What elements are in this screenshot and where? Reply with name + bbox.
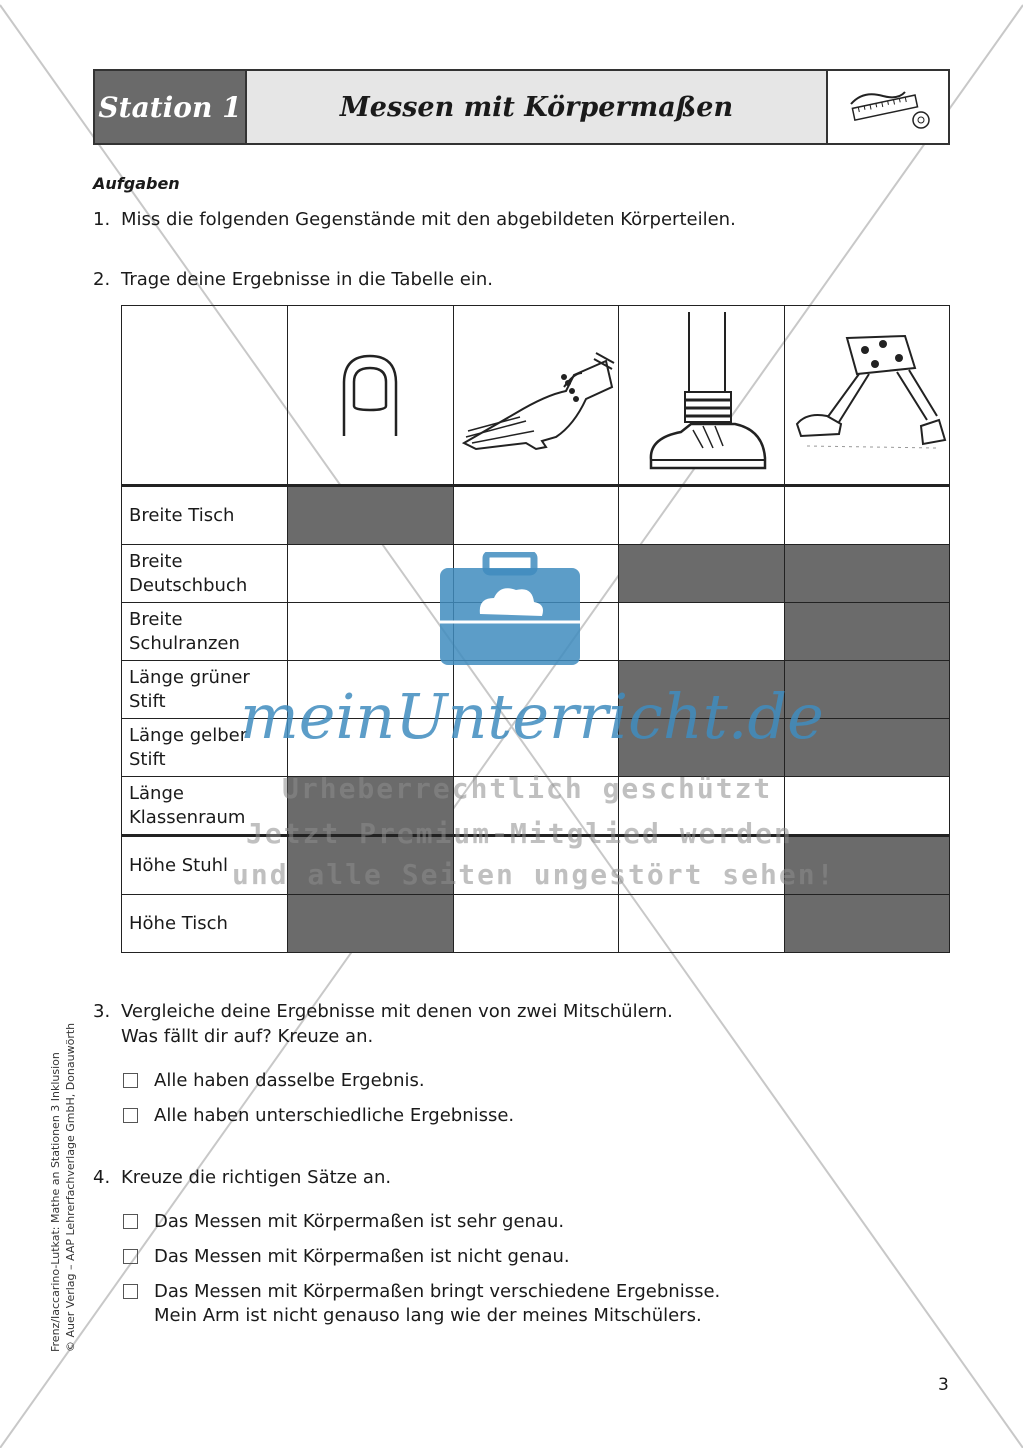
shaded-cell [288,486,454,545]
hand-span-icon [453,306,619,486]
shaded-cell [784,895,950,953]
task-text: Trage deine Ergebnisse in die Tabelle ein. [121,269,493,290]
shaded-cell [288,895,454,953]
entry-cell[interactable] [619,603,785,661]
row-label [122,603,288,661]
row-label-line: Breite [129,608,183,630]
station-label: Station 1 [95,71,247,143]
watermark-brand: meinUnterricht.de [240,680,824,753]
task-4 [93,1165,953,1191]
step-icon [784,306,950,486]
side-credit [48,1023,78,1352]
task-text: Kreuze die richtigen Sätze an. [121,1167,392,1188]
row-label-line: Länge gelber [129,724,248,746]
watermark-line-1: Urheberrechtlich geschützt [282,772,773,805]
table-row [122,895,950,953]
entry-cell[interactable] [619,486,785,545]
task-text-line: Vergleiche deine Ergebnisse mit denen von zwei Mitschülern. [121,1001,673,1022]
row-label-line: Höhe Tisch [129,912,228,934]
watermark-line-3: und alle Seiten ungestört sehen! [232,858,836,891]
entry-cell[interactable] [288,603,454,661]
row-label [122,545,288,603]
side-credit-line: © Auer Verlag – AAP Lehrerfachverlage GmbH, Donauwörth [64,1022,77,1352]
station-header [93,69,950,145]
task-number: 3. [93,1001,111,1022]
task-number: 1. [93,209,111,230]
entry-cell[interactable] [453,895,619,953]
shaded-cell [784,545,950,603]
fingernail-icon [288,306,454,486]
table-header-row [122,306,950,486]
task-text-line: Was fällt dir auf? Kreuze an. [121,1026,374,1047]
measuring-tape-icon [828,71,948,143]
option-label-line2: Mein Arm ist nicht genauso lang wie der meines Mitschülers. [154,1305,702,1326]
option-label: Alle haben unterschiedliche Ergebnisse. [154,1105,515,1126]
shaded-cell [784,603,950,661]
side-credit-line: Frenz/Iaccarino-Lutkat: Mathe an Stationen 3 Inklusion [49,1052,62,1352]
station-title: Messen mit Körpermaßen [247,71,828,143]
option-label: Alle haben dasselbe Ergebnis. [154,1070,425,1091]
entry-cell[interactable] [784,777,950,836]
row-label-line: Breite [129,550,183,572]
checkbox[interactable] [123,1108,138,1123]
table-corner-cell [122,306,288,486]
row-label [122,486,288,545]
entry-cell[interactable] [784,486,950,545]
row-label-line: Länge [129,782,184,804]
task-number: 4. [93,1167,111,1188]
shaded-cell [619,545,785,603]
row-label-line: Breite Tisch [129,504,235,526]
row-label-line: Länge grüner [129,666,250,688]
table-row [122,486,950,545]
page-number: 3 [938,1375,949,1395]
checkbox[interactable] [123,1073,138,1088]
briefcase-cloud-icon [440,552,580,671]
row-label-line: Stift [129,748,166,770]
checkbox[interactable] [123,1284,138,1299]
watermark-line-2: Jetzt Premium-Mitglied werden [246,817,793,850]
task-number: 2. [93,269,111,290]
entry-cell[interactable] [619,895,785,953]
task-text: Miss die folgenden Gegenstände mit den abgebildeten Körperteilen. [121,209,736,230]
task-2 [93,267,953,293]
entry-cell[interactable] [453,486,619,545]
task-3 [93,999,953,1049]
row-label-line: Höhe Stuhl [129,854,229,876]
row-label-line: Klassenraum [129,806,246,828]
option-label: Das Messen mit Körpermaßen ist nicht genau. [154,1246,570,1267]
task-1 [93,207,953,233]
option-label: Das Messen mit Körpermaßen ist sehr genau. [154,1211,565,1232]
option-label: Das Messen mit Körpermaßen bringt verschiedene Ergebnisse. [154,1281,721,1302]
row-label-line: Stift [129,690,166,712]
checkbox[interactable] [123,1249,138,1264]
foot-icon [619,306,785,486]
checkbox[interactable] [123,1214,138,1229]
row-label [122,895,288,953]
entry-cell[interactable] [288,545,454,603]
row-label-line: Deutschbuch [129,574,248,596]
section-heading: Aufgaben [93,174,180,193]
row-label-line: Schulranzen [129,632,240,654]
